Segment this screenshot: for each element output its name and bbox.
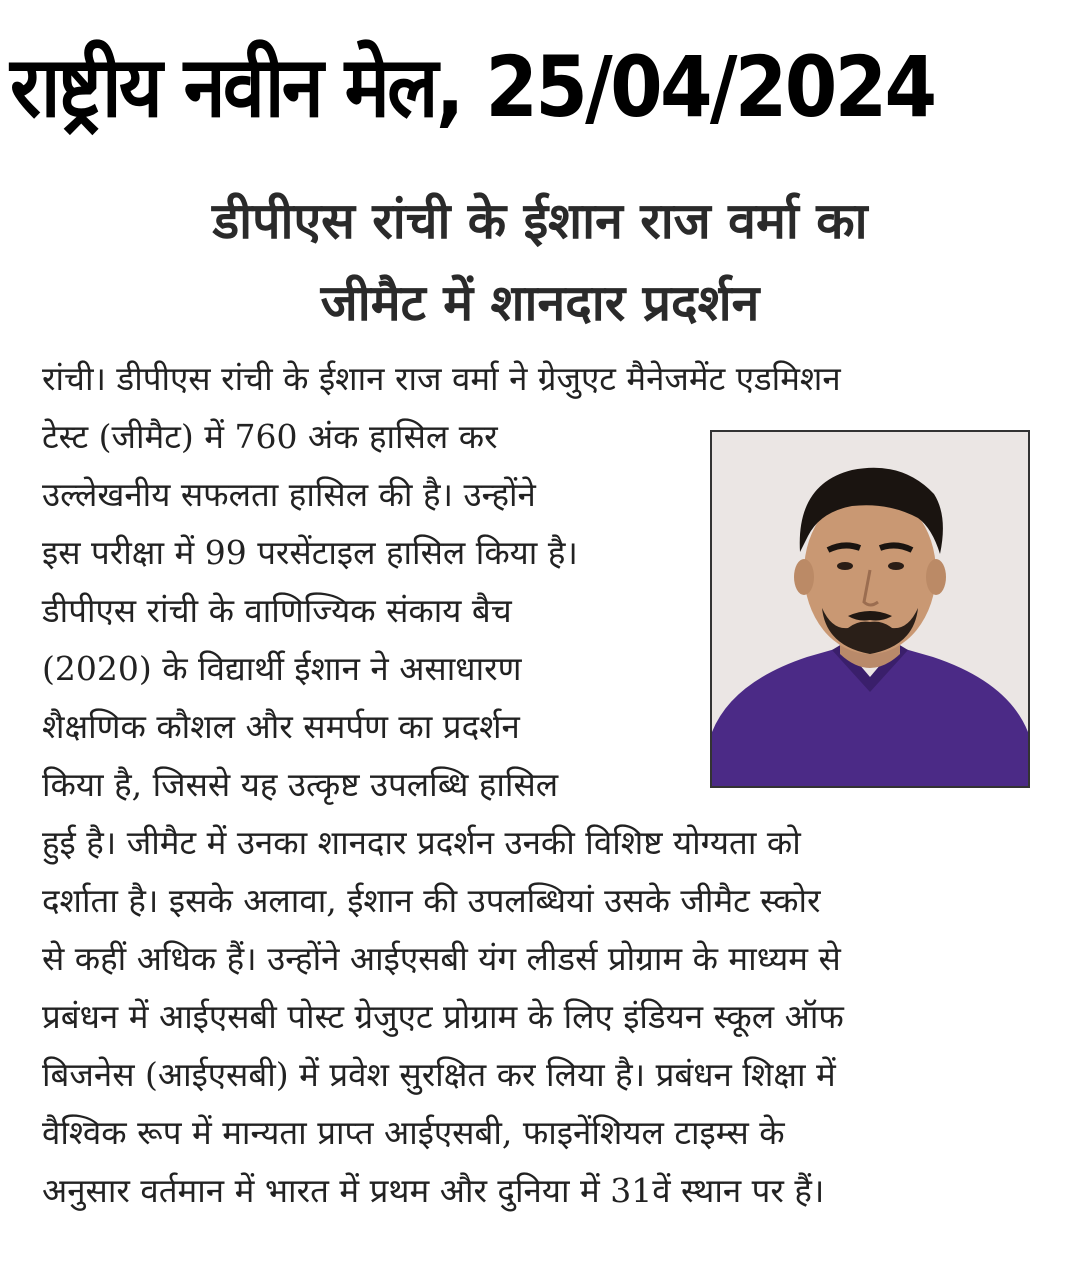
article-line: हुई है। जीमैट में उनका शानदार प्रदर्शन उनकी विशिष्ट योग्यता को xyxy=(42,823,801,862)
headline-line-1: डीपीएस रांची के ईशान राज वर्मा का xyxy=(212,192,868,250)
article-line: प्रबंधन में आईएसबी पोस्ट ग्रेजुएट प्रोग्राम के लिए इंडियन स्कूल ऑफ xyxy=(42,997,844,1036)
article-line: इस परीक्षा में 99 परसेंटाइल हासिल किया है। xyxy=(42,533,578,572)
article-line: रांची। डीपीएस रांची के ईशान राज वर्मा ने ग्रेजुएट मैनेजमेंट एडमिशन xyxy=(42,359,841,398)
article-line: दर्शाता है। इसके अलावा, ईशान की उपलब्धियां उसके जीमैट स्कोर xyxy=(42,881,821,920)
article-line: बिजनेस (आईएसबी) में प्रवेश सुरक्षित कर लिया है। प्रबंधन शिक्षा में xyxy=(42,1055,836,1094)
article-headline xyxy=(60,180,1020,344)
headline-line-2: जीमैट में शानदार प्रदर्शन xyxy=(320,274,760,332)
article-line: शैक्षणिक कौशल और समर्पण का प्रदर्शन xyxy=(42,707,520,746)
article-line: अनुसार वर्तमान में भारत में प्रथम और दुनिया में 31वें स्थान पर हैं। xyxy=(42,1171,825,1210)
portrait-photo xyxy=(710,430,1030,788)
article-line: उल्लेखनीय सफलता हासिल की है। उन्होंने xyxy=(42,475,536,514)
article-line: (2020) के विद्यार्थी ईशान ने असाधारण xyxy=(42,649,522,688)
article-line: टेस्ट (जीमैट) में 760 अंक हासिल कर xyxy=(42,417,498,456)
article-body-bottom xyxy=(42,814,1042,1220)
article-line: से कहीं अधिक हैं। उन्होंने आईएसबी यंग लीडर्स प्रोग्राम के माध्यम से xyxy=(42,939,841,978)
article-line: किया है, जिससे यह उत्कृष्ट उपलब्धि हासिल xyxy=(42,765,559,804)
article-body-beside-photo xyxy=(42,408,682,814)
article-line: वैश्विक रूप में मान्यता प्राप्त आईएसबी, फाइनेंशियल टाइम्स के xyxy=(42,1113,785,1152)
masthead-title: राष्ट्रीय नवीन मेल, 25/04/2024 xyxy=(10,38,935,136)
article-line: डीपीएस रांची के वाणिज्यिक संकाय बैच xyxy=(42,591,512,630)
portrait-illustration xyxy=(712,432,1028,786)
article-body-top xyxy=(42,350,1042,408)
